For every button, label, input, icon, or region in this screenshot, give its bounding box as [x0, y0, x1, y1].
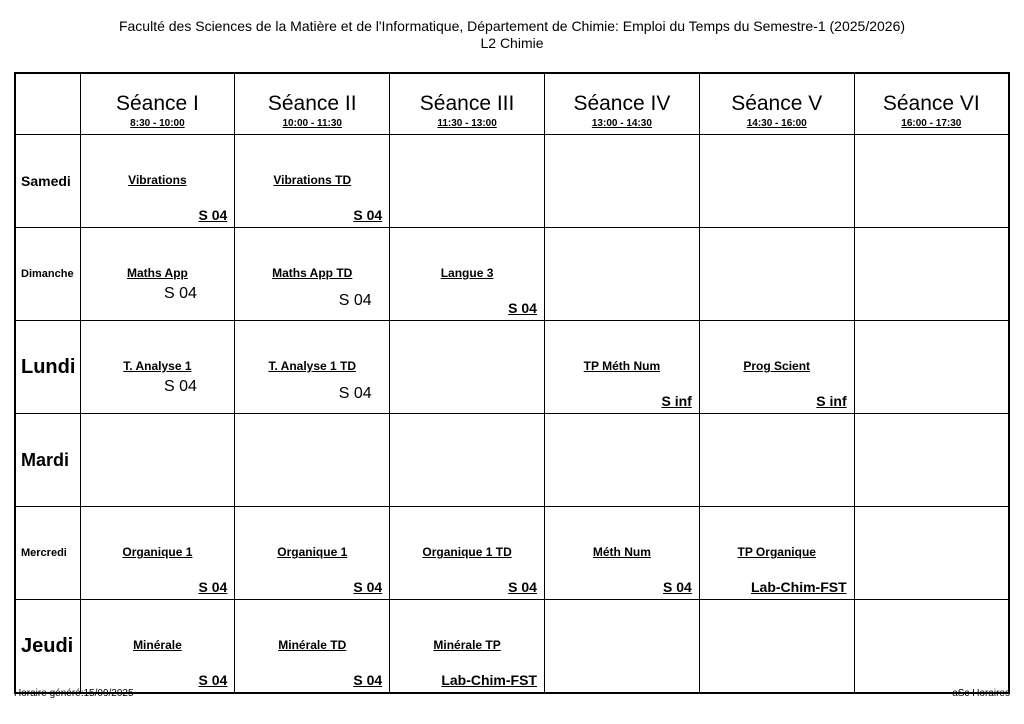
- course-entry: [390, 507, 544, 599]
- session-time: 10:00 - 11:30: [282, 118, 342, 129]
- session-time: 13:00 - 14:30: [591, 118, 652, 129]
- session-header-5: [699, 73, 854, 135]
- course-entry: [235, 228, 389, 320]
- day-label: Dimanche: [15, 228, 80, 321]
- course-subject: Organique 1 TD: [422, 545, 512, 559]
- course-entry: [545, 507, 699, 599]
- timetable-cell: [390, 321, 545, 414]
- day-label: Mercredi: [15, 507, 80, 600]
- timetable-cell: [699, 135, 854, 228]
- timetable-cell: [544, 135, 699, 228]
- course-subject: Minérale TD: [278, 638, 347, 652]
- timetable-cell: [235, 507, 390, 600]
- timetable-cell: [544, 507, 699, 600]
- corner-cell: [15, 73, 80, 135]
- timetable-cell: [80, 135, 235, 228]
- course-entry: [81, 135, 235, 227]
- timetable-cell: [80, 600, 235, 694]
- timetable-cell: [854, 414, 1009, 507]
- course-entry: [235, 600, 389, 692]
- empty-slot: [545, 414, 699, 506]
- timetable-cell: [80, 228, 235, 321]
- session-header-4: [544, 73, 699, 135]
- empty-slot: [390, 321, 544, 413]
- course-room: S 04: [508, 300, 537, 316]
- course-subject: TP Méth Num: [583, 359, 661, 373]
- session-name: Séance V: [731, 92, 823, 115]
- timetable-cell: [235, 600, 390, 694]
- empty-slot: [855, 228, 1008, 320]
- timetable-cell: [390, 600, 545, 694]
- generated-date: Horaire généré:15/09/2025: [14, 688, 134, 699]
- day-row-mercredi: [15, 507, 1009, 600]
- empty-slot: [81, 414, 235, 506]
- empty-slot: [545, 135, 699, 227]
- timetable-cell: [854, 321, 1009, 414]
- timetable-cell: [80, 507, 235, 600]
- session-header-6: [854, 73, 1009, 135]
- course-subject: Maths App: [126, 266, 188, 280]
- timetable-cell: [854, 600, 1009, 694]
- session-name: Séance IV: [573, 92, 671, 115]
- session-time: 14:30 - 16:00: [746, 118, 807, 129]
- timetable-body: [15, 135, 1009, 694]
- empty-slot: [700, 414, 854, 506]
- session-name: Séance III: [419, 92, 515, 115]
- timetable-cell: [544, 414, 699, 507]
- session-header-2: [235, 73, 390, 135]
- course-subject: Vibrations TD: [273, 173, 352, 187]
- timetable-cell: [854, 228, 1009, 321]
- course-room: S inf: [816, 393, 847, 409]
- course-subject: Organique 1: [277, 545, 348, 559]
- empty-slot: [545, 228, 699, 320]
- empty-slot: [700, 135, 854, 227]
- timetable-cell: [80, 321, 235, 414]
- course-room: S 04: [353, 579, 383, 595]
- course-subject: Vibrations: [128, 173, 187, 187]
- timetable-cell: [235, 321, 390, 414]
- empty-slot: [700, 228, 854, 320]
- empty-slot: [700, 600, 854, 692]
- day-row-samedi: [15, 135, 1009, 228]
- course-entry: [235, 321, 389, 413]
- page-header: [0, 18, 1024, 52]
- empty-slot: [855, 135, 1008, 227]
- session-time: 11:30 - 13:00: [437, 118, 497, 129]
- session-name: Séance VI: [882, 92, 980, 115]
- course-entry: [545, 321, 699, 413]
- timetable-cell: [854, 507, 1009, 600]
- day-label: Samedi: [15, 135, 80, 228]
- day-label: Jeudi: [15, 600, 80, 694]
- course-room: S 04: [163, 378, 197, 395]
- timetable-cell: [699, 414, 854, 507]
- session-name: Séance I: [115, 92, 199, 115]
- timetable-cell: [235, 228, 390, 321]
- session-header-1: [80, 73, 235, 135]
- timetable-cell: [235, 135, 390, 228]
- course-entry: [235, 507, 389, 599]
- session-time: 8:30 - 10:00: [130, 118, 185, 129]
- course-entry: [700, 507, 854, 599]
- course-room: S 04: [198, 207, 228, 223]
- empty-slot: [545, 600, 699, 692]
- course-entry: [390, 600, 544, 692]
- document-title: Faculté des Sciences de la Matière et de l'Informatique, Département de Chimie: Emploi du Temps du Semestre-1 (2025/2026): [118, 18, 906, 34]
- course-room: S 04: [663, 579, 692, 595]
- course-subject: T. Analyse 1: [123, 359, 192, 373]
- course-entry: [81, 321, 235, 413]
- day-label: Mardi: [15, 414, 80, 507]
- course-room: Lab-Chim-FST: [441, 672, 537, 688]
- course-subject: Minérale TP: [433, 638, 501, 652]
- course-subject: Minérale: [133, 638, 182, 652]
- session-header-row: [15, 73, 1009, 135]
- course-room: S 04: [198, 672, 228, 688]
- timetable-cell: [699, 228, 854, 321]
- day-row-mardi: [15, 414, 1009, 507]
- empty-slot: [855, 414, 1008, 506]
- session-header-3: [390, 73, 545, 135]
- empty-slot: [390, 135, 544, 227]
- course-subject: Organique 1: [122, 545, 193, 559]
- course-room: S 04: [508, 579, 537, 595]
- empty-slot: [855, 321, 1008, 413]
- course-entry: [81, 600, 235, 692]
- course-room: S 04: [353, 207, 383, 223]
- day-row-lundi: [15, 321, 1009, 414]
- course-subject: Langue 3: [440, 266, 494, 280]
- course-entry: [390, 228, 544, 320]
- course-entry: [81, 228, 235, 320]
- course-room: S 04: [338, 292, 372, 309]
- course-room: S 04: [163, 285, 197, 302]
- timetable-cell: [390, 507, 545, 600]
- course-subject: T. Analyse 1 TD: [268, 359, 357, 373]
- day-label: Lundi: [15, 321, 80, 414]
- course-entry: [700, 321, 854, 413]
- course-room: S 04: [353, 672, 383, 688]
- timetable-cell: [390, 228, 545, 321]
- software-brand: aSc Horaires: [952, 688, 1010, 699]
- timetable-cell: [699, 321, 854, 414]
- empty-slot: [855, 507, 1008, 599]
- course-room: S inf: [661, 393, 692, 409]
- timetable-cell: [235, 414, 390, 507]
- course-room: S 04: [198, 579, 228, 595]
- course-subject: Maths App TD: [272, 266, 353, 280]
- course-room: S 04: [338, 385, 372, 402]
- empty-slot: [235, 414, 389, 506]
- timetable-cell: [544, 600, 699, 694]
- timetable-cell: [699, 507, 854, 600]
- session-time: 16:00 - 17:30: [901, 118, 962, 129]
- course-subject: Méth Num: [592, 545, 651, 559]
- timetable-cell: [80, 414, 235, 507]
- day-row-dimanche: [15, 228, 1009, 321]
- empty-slot: [390, 414, 544, 506]
- course-entry: [235, 135, 389, 227]
- course-entry: [81, 507, 235, 599]
- timetable-cell: [390, 135, 545, 228]
- day-row-jeudi: [15, 600, 1009, 694]
- class-title: L2 Chimie: [480, 35, 544, 51]
- timetable-cell: [544, 228, 699, 321]
- course-room: Lab-Chim-FST: [750, 579, 847, 595]
- timetable-cell: [699, 600, 854, 694]
- timetable-cell: [544, 321, 699, 414]
- timetable-grid: [14, 72, 1010, 694]
- course-subject: TP Organique: [737, 545, 816, 559]
- empty-slot: [855, 600, 1008, 692]
- timetable-cell: [854, 135, 1009, 228]
- course-subject: Prog Scient: [743, 359, 811, 373]
- session-name: Séance II: [267, 92, 357, 115]
- timetable-cell: [390, 414, 545, 507]
